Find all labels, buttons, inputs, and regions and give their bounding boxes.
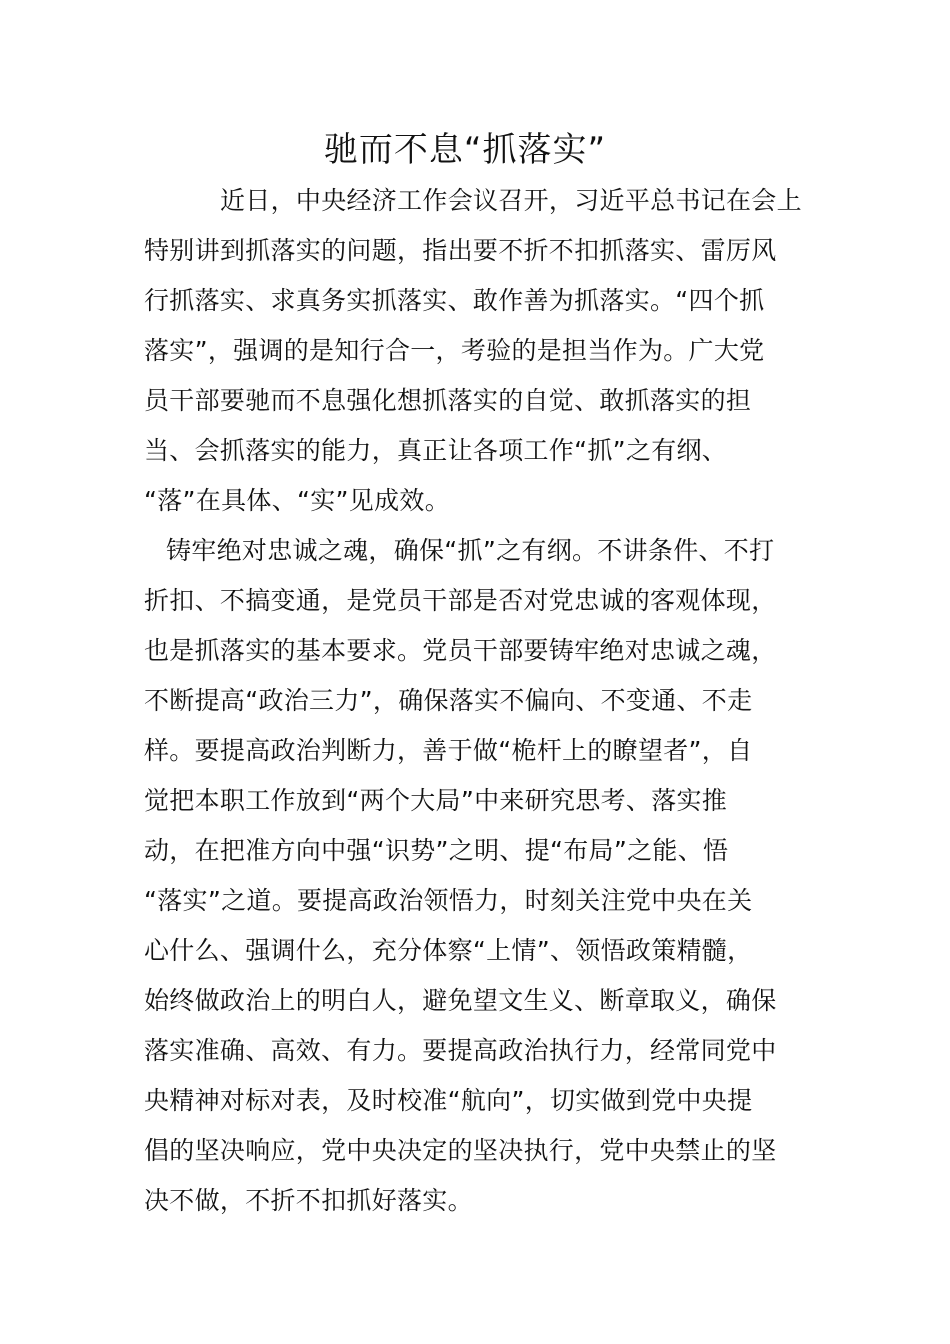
paragraph-line: 心什么、强调什么，充分体察“上情”、领悟政策精髓， [144,936,753,965]
paragraph-line: “落”在具体、“实”见成效。 [144,486,451,515]
paragraph-line: 员干部要驰而不息强化想抓落实的自觉、敢抓落实的担 [144,386,752,415]
paragraph-line: 行抓落实、求真务实抓落实、敢作善为抓落实。“四个抓 [144,286,765,315]
paragraph-line: 也是抓落实的基本要求。党员干部要铸牢绝对忠诚之魂， [144,636,777,665]
paragraph-line: “落实”之道。要提高政治领悟力，时刻关注党中央在关 [144,886,753,915]
paragraph-line: 特别讲到抓落实的问题，指出要不折不扣抓落实、雷厉风 [144,236,777,265]
paragraph-line: 当、会抓落实的能力，真正让各项工作“抓”之有纲、 [144,436,728,465]
paragraph-line: 倡的坚决响应，党中央决定的坚决执行，党中央禁止的坚 [144,1136,777,1165]
paragraph-line: 动，在把准方向中强“识势”之明、提“布局”之能、悟 [144,836,729,865]
paragraph-line: 折扣、不搞变通，是党员干部是否对党忠诚的客观体现， [144,586,777,615]
paragraph-line: 落实准确、高效、有力。要提高政治执行力，经常同党中 [144,1036,777,1065]
paragraph-line: 不断提高“政治三力”，确保落实不偏向、不变通、不走 [144,686,753,715]
paragraph-2 [144,526,808,1226]
paragraph-1 [144,176,808,526]
paragraph-line: 决不做，不折不扣抓好落实。 [144,1186,473,1215]
paragraph-line: 觉把本职工作放到“两个大局”中来研究思考、落实推 [144,786,728,815]
paragraph-line: 近日，中央经济工作会议召开，习近平总书记在会上 [220,186,802,215]
paragraph-line: 样。要提高政治判断力，善于做“桅杆上的瞭望者”，自 [144,736,753,765]
document-title: 驰而不息“抓落实” [323,130,607,170]
paragraph-line: 始终做政治上的明白人，避免望文生义、断章取义，确保 [144,986,777,1015]
paragraph-line: 央精神对标对表，及时校准“航向”，切实做到党中央提 [144,1086,753,1115]
paragraph-line: 铸牢绝对忠诚之魂，确保“抓”之有纲。不讲条件、不打 [166,536,775,565]
document-body [144,176,808,1226]
paragraph-line: 落实”，强调的是知行合一，考验的是担当作为。广大党 [144,336,765,365]
